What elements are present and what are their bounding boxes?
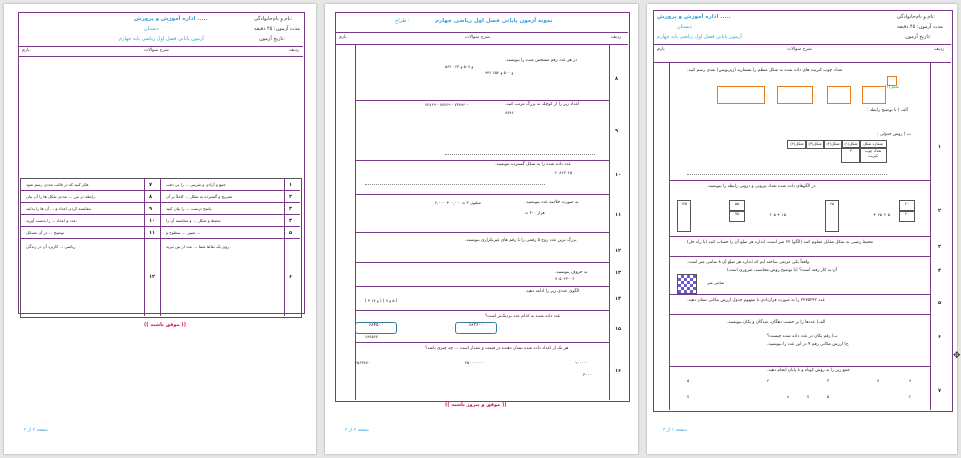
q13-number: ۷۰۵۰۲۳۰۰۶	[555, 276, 575, 281]
q7-digit: ۴	[767, 378, 770, 383]
divider	[355, 310, 609, 311]
q4-unit: سانتی متر	[707, 280, 725, 285]
table-row-text: روی یک نقاط شما ... عدد از بین ببرید.	[166, 244, 231, 249]
question-number: ۱۵	[615, 326, 622, 332]
question-number: ۷	[938, 388, 942, 394]
question-1a: الف ) با توضیح رابطه :	[867, 108, 908, 113]
q1-table-cell: ۴	[841, 147, 861, 163]
duration-label: مدت آزمون: ۴۵ دقیقه	[897, 24, 943, 30]
score-column-header: بارم	[657, 47, 665, 52]
q7-digit: ۸	[787, 394, 790, 399]
q1-table-header: شکل(۲)	[823, 140, 843, 149]
q14-sequence: ( ۳ و ۱۷ ) ( ۵ و ۹ )	[365, 298, 398, 303]
divider	[20, 214, 300, 215]
divider	[20, 226, 300, 227]
answer-line	[687, 174, 887, 175]
table-row-text: مقایسه کردن اعداد و ... آن ها را بدانید.	[26, 206, 92, 211]
table-row-num: ۲	[289, 194, 293, 200]
q8-numbers-2: ۹۴۲ و ۵۰۰ و ۶۵۴	[485, 70, 514, 75]
q7-digit: ۲	[909, 394, 912, 399]
table-row-text: محیط و شکل ... و محاسبه آن را	[166, 218, 221, 223]
q9-extra-number: ۸۷۹۶	[505, 110, 514, 115]
table-row-text: پاسخ درست ... را بیان کنید.	[166, 206, 213, 211]
table-row-text: تعیین ... سطوح و ...	[166, 230, 201, 235]
q15-option-a: ۶۸۴۵۰۰	[355, 322, 397, 334]
question-12: بزرگ ترین عدد زوج ۵ رقمی را با رقم های غیرتکراری بنویسید.	[465, 238, 577, 243]
matchstick-shape-3	[827, 86, 851, 104]
divider	[20, 190, 300, 191]
divider	[669, 366, 930, 367]
q7-digit: ۷	[877, 378, 880, 383]
question-6a: ب) رقم یکان در عدد داده شده چیست؟	[767, 334, 838, 339]
exam-date-label: تاریخ آزمون:	[259, 36, 285, 42]
divider	[669, 180, 930, 181]
input-box: ۲۰	[899, 200, 915, 212]
q10-number: ۲۰۸۶۳۰۲۵	[555, 170, 573, 175]
question-6b: ج) ارزش مکانی رقم ۹ در این عدد را بنویسید.	[767, 342, 849, 347]
divider	[355, 232, 609, 233]
table-row-num: ۳	[289, 206, 293, 212]
q16-number-b: ۴۵۰۰۰۰۰۰۰	[465, 360, 485, 365]
office-title: اداره آموزش و پرورش .....	[134, 16, 208, 22]
input-box: ۲۰	[899, 210, 915, 222]
divider	[669, 256, 930, 257]
page-footer: صفحه ۳ از ۳	[24, 428, 48, 433]
page-frame	[335, 12, 630, 402]
question-number: ۲	[938, 208, 942, 214]
divider	[335, 32, 628, 33]
divider	[355, 342, 609, 343]
table-row-text: عدد و اعداد ... را بدست آورید.	[26, 218, 78, 223]
divider	[18, 46, 303, 47]
q8-numbers-1: ۵۶۲ و ۵۰۷ و ۰۶۳	[445, 64, 474, 69]
question-7: جمع زیر را به روش کوتاه و تا پایان انجام دهید.	[767, 368, 850, 373]
school-label: دبستان	[144, 26, 159, 32]
table-row-num: ۵	[289, 230, 293, 236]
exam-title: آزمون پایانی فصل اول ریاضی پایه چهارم	[657, 34, 742, 40]
question-number: ۴	[938, 268, 942, 274]
score-column-header: بارم	[339, 35, 347, 40]
divider	[653, 44, 951, 45]
question-number: ۱	[938, 144, 942, 150]
q7-digit: ۵	[827, 394, 830, 399]
divider	[609, 44, 610, 400]
q2-rule-1: + ۲۵ ÷ ۵	[873, 212, 890, 217]
divider	[144, 178, 145, 316]
table-row-num: ۱۲	[149, 274, 156, 280]
table-row-num: ۷	[149, 182, 153, 188]
question-number: ۹	[615, 128, 619, 134]
question-16: هر یک از اعداد داده شده نشان دهنده در قیمت و مقدار است ... چه چیزی باشد؟	[425, 346, 569, 351]
row-column-header: ردیف	[934, 47, 945, 52]
q1-table-header: شکل(۱)	[841, 140, 861, 149]
question-5: عدد ۲۲۷۵۲۴۲ را به صورت قراردادی با مفهوم جدول ارزش مکانی نشان دهید.	[687, 298, 826, 303]
row-column-header: ردیف	[289, 48, 300, 53]
table-row-num: ۶	[289, 274, 293, 280]
q7-digit: ۵	[687, 378, 690, 383]
table-row-text: رابطه در بین ... عددی شکل ها را آن بیان.	[26, 194, 97, 199]
student-name-label: نام و نام‌خانوادگی:	[254, 16, 293, 22]
divider	[355, 194, 609, 195]
q1-table-header: شکل(۴)	[787, 140, 807, 149]
q9-numbers: ۷۲۸۶۹ - ۸۷۷۶۹ - ۷۳۸۹۶ -	[425, 102, 468, 107]
question-13: به حروف بنویسید.	[555, 270, 588, 275]
divider	[669, 314, 930, 315]
question-4-cont: آن به کار رفته است؟ (با توضیح روش محاسبه، ضروری است)	[727, 268, 837, 273]
matchstick-shape-2	[862, 86, 886, 104]
question-10: عدد داده شده را به شکل گسترده بنویسید.	[495, 162, 572, 167]
table-row-text: فکر کنید که در قالب عددی رسم شود.	[26, 182, 90, 187]
table-row-num: ۴	[289, 218, 293, 224]
question-11: به صورت خلاصه عدد بنویسید.	[525, 200, 579, 205]
divider	[355, 160, 609, 161]
question-number: ۶	[938, 334, 942, 340]
divider	[160, 178, 161, 316]
divider	[20, 202, 300, 203]
duration-label: مدت آزمون: ۴۵ دقیقه	[254, 26, 300, 32]
designer-label: طراح :	[395, 18, 410, 24]
q7-digit: ۷	[807, 394, 810, 399]
q16-number-a: ۴۵۶۳۸۷۰	[355, 360, 371, 365]
score-column-header: بارم	[22, 48, 30, 53]
q1-table-header: شماره شکل	[859, 140, 887, 149]
table-row-num: ۱۰	[149, 218, 156, 224]
question-14: الگوی عددی زیر را ادامه دهید.	[525, 289, 580, 294]
divider	[20, 238, 300, 239]
q16-number-c: ۱۰۰۰۰۰	[575, 360, 588, 365]
question-1b: ب ) روش جدولی :	[877, 132, 911, 137]
divider	[669, 294, 930, 295]
q1-table-header: شکل(۳)	[805, 140, 825, 149]
output-box: ۶۵	[825, 200, 839, 232]
table-row-text: ریاضی ... کاربرد آن در زندگی	[26, 244, 76, 249]
move-cursor-icon[interactable]: ✥	[953, 351, 961, 361]
divider	[355, 286, 609, 287]
questions-column-header: شرح سوالات	[465, 35, 490, 40]
question-number: ۱۴	[615, 296, 622, 302]
page-footer: صفحه ۱ از ۳	[663, 428, 687, 433]
table-row-num: ۱۱	[149, 230, 156, 236]
closing-message: (( موفق و پیروز باشید ))	[445, 402, 507, 408]
table-row-num: ۸	[149, 194, 153, 200]
divider	[355, 44, 356, 400]
question-8: در هر عدد رقم مشخص شده را بنویسید.	[505, 58, 578, 63]
input-box: ۷۵	[729, 210, 745, 222]
question-6: الف) عددها را بر حسب دهگان، صدگان و یکان بنویسید.	[727, 320, 826, 325]
question-15: عدد داده شده به کدام عدد نزدیک‌تر است؟	[485, 314, 561, 319]
exam-title: آزمون پایانی فصل اول ریاضی پایه چهارم	[119, 36, 204, 42]
page-1	[647, 4, 957, 454]
question-number: ۱۳	[615, 270, 622, 276]
q7-digit: ۳	[827, 378, 830, 383]
exam-date-label: تاریخ آزمون:	[905, 34, 931, 40]
divider	[669, 236, 930, 237]
student-name-label: نام و نام‌خانوادگی:	[897, 14, 936, 20]
question-9: اعداد زیر را از کوچک به بزرگ مرتب کنید.	[505, 102, 580, 107]
question-number: ۱۲	[615, 248, 622, 254]
matchstick-shape-5	[717, 86, 765, 104]
answer-line	[365, 184, 545, 185]
q1-table-cell: تعداد چوب کبریت	[859, 147, 887, 163]
question-number: ۱۶	[615, 368, 622, 374]
divider	[653, 62, 951, 63]
matchstick-shape-4	[777, 86, 813, 104]
q7-digit: ۷	[687, 394, 690, 399]
input-box: ۵۵	[729, 200, 745, 212]
table-row-num: ۹	[149, 206, 153, 212]
divider	[355, 100, 609, 101]
q11-equation: ۲,۰۰۰ + ۰,۰۰۰ = ۳ میلیون	[435, 200, 481, 205]
divider	[284, 178, 285, 316]
table-row-text: تشریح و گسترده به شکل ... کاملاً بر آن	[166, 194, 233, 199]
page-2	[325, 4, 638, 454]
question-number: ۱۱	[615, 212, 622, 218]
question-3: محیط زمینی به شکل مقابل معلوم کنید (الگو) ۲۷ متر است، اندازه هر ضلع آن را حساب کنید (با راه حل)	[687, 240, 874, 245]
divider	[355, 262, 609, 263]
output-box: ۱۳۵	[677, 200, 691, 232]
school-label: دبستان	[677, 24, 692, 30]
table-row-num: ۱	[289, 182, 293, 188]
checkered-square	[677, 274, 697, 294]
q11-equation-2: = ۳۰۰ هزار	[525, 210, 545, 215]
questions-column-header: شرح سوالات	[144, 48, 169, 53]
q7-digit: ۹	[909, 378, 912, 383]
q16-number-d: ۳۰۰۰	[583, 372, 592, 377]
question-2: در الگوهای داده شده تعداد بیرونی و درونی رابطه را بنویسید.	[707, 184, 816, 189]
matchstick-shape-1	[887, 76, 897, 86]
q2-rule-2: ÷ ۵ + ۱۵	[769, 212, 786, 217]
exam-title: نمونه آزمون پایانی فصل اول ریاضی چهارم	[435, 18, 553, 24]
divider	[18, 56, 303, 57]
question-number: ۳	[938, 244, 942, 250]
row-column-header: ردیف	[611, 35, 622, 40]
divider	[930, 62, 931, 410]
questions-column-header: شرح سوالات	[787, 47, 812, 52]
page-3	[4, 4, 316, 454]
q15-option-c: ۶۸۴۵۶۷	[365, 334, 378, 339]
table-row-text: جمع و آزادی و تقریبی ... را بی دقت	[166, 182, 226, 187]
office-title: اداره آموزش و پرورش .....	[657, 14, 731, 20]
question-number: ۵	[938, 300, 942, 306]
question-4: واقعاً یکی مربعی ساخته ایم که اندازه هر ضلع آن ۸ سانتی متر است.	[687, 260, 810, 265]
question-number: ۱۰	[615, 172, 622, 178]
question-1: تعداد چوب کبریت های داده شده به شکل منظم را بشمارید (زیرنویس) بعدی رسم کنید.	[687, 68, 843, 73]
answer-line	[445, 154, 595, 155]
question-number: ۸	[615, 76, 619, 82]
q15-option-b: ۶۸۳۶۰۰	[455, 322, 497, 334]
table-row-text: توضیح ... در آن مسائل	[26, 230, 65, 235]
q1-shape-label: شکل(۱)	[885, 84, 899, 89]
page-footer: صفحه ۲ از ۳	[345, 428, 369, 433]
closing-message: (( موفق باشید ))	[144, 322, 186, 328]
divider	[335, 44, 628, 45]
